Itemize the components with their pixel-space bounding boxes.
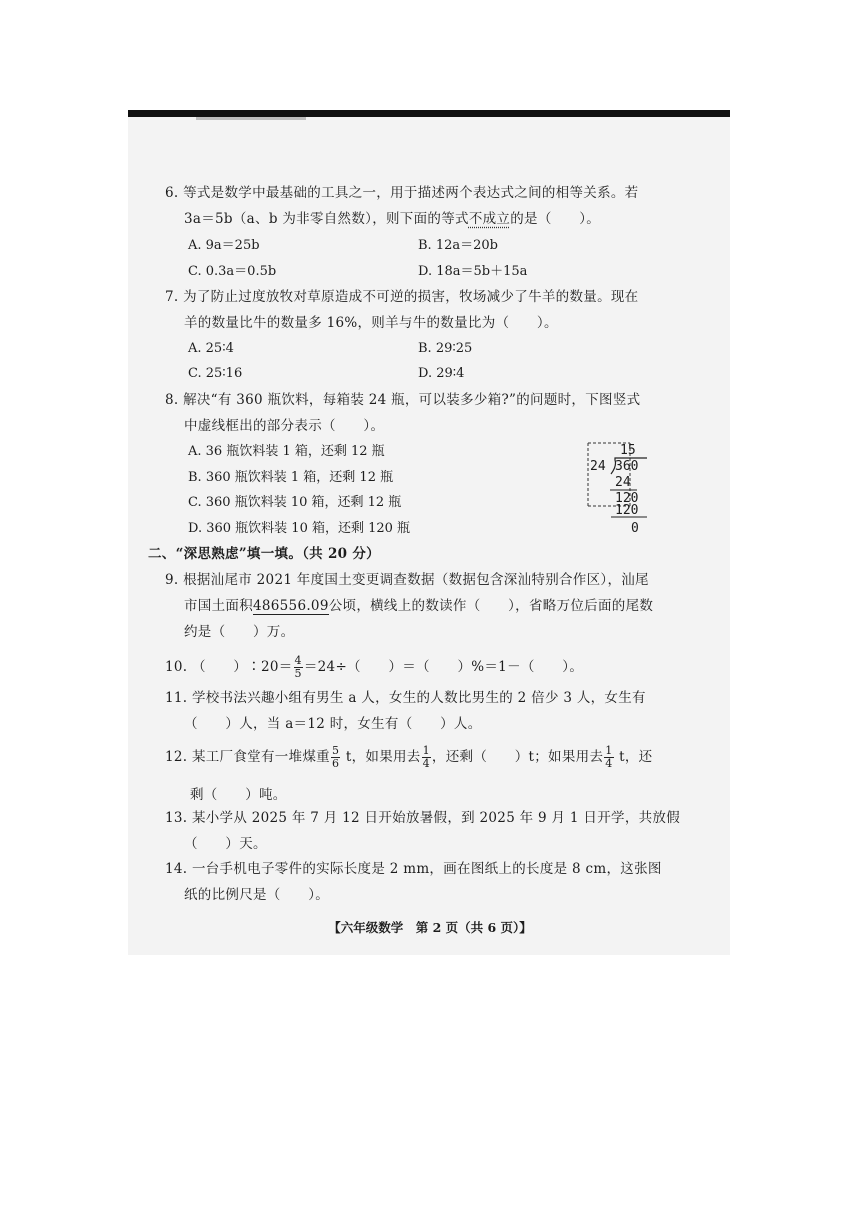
q6-stem-line2: 3a＝5b（a、b 为非零自然数），则下面的等式不成立的是（ ）。 bbox=[184, 211, 601, 227]
q8-stem-line2: 中虚线框出的部分表示（ ）。 bbox=[184, 418, 385, 434]
division-quotient: 15 bbox=[620, 443, 636, 458]
scan-mark bbox=[196, 117, 306, 120]
q6-option-c[interactable]: C. 0.3a＝0.5b bbox=[188, 264, 277, 279]
division-divisor: 24 bbox=[590, 459, 606, 474]
division-remainder1: 120 bbox=[615, 491, 639, 506]
division-remainder2: 0 bbox=[631, 521, 639, 536]
q6-stem-line1: 6. 等式是数学中最基础的工具之一，用于描述两个表达式之间的相等关系。若 bbox=[165, 185, 639, 201]
division-step1: 24 bbox=[615, 475, 631, 490]
q7-option-a[interactable]: A. 25∶4 bbox=[188, 341, 234, 356]
q13-stem-line2: （ ）天。 bbox=[184, 836, 267, 852]
q10-fraction: $\frac{4}{5}$ bbox=[294, 654, 302, 680]
q6-emphasis: 不成立 bbox=[468, 211, 511, 227]
q8-option-a[interactable]: A. 36 瓶饮料装 1 箱，还剩 12 瓶 bbox=[188, 444, 385, 459]
q7-stem-line2: 羊的数量比牛的数量多 16%，则羊与牛的数量比为（ ）。 bbox=[184, 315, 558, 331]
q7-option-d[interactable]: D. 29∶4 bbox=[418, 366, 465, 381]
top-border-bar bbox=[128, 110, 730, 117]
q9-underlined-number: 486556.09 bbox=[253, 598, 329, 614]
q6-option-d[interactable]: D. 18a＝5b＋15a bbox=[418, 264, 528, 279]
q13-stem-line1: 13. 某小学从 2025 年 7 月 12 日开始放暑假，到 2025 年 9 月 1 日开学，共放假 bbox=[165, 810, 681, 826]
q10-stem: 10. （ ）∶20＝ $\frac{4}{5}$ ＝24÷（ ）＝（ ）%＝1－（ ）。 bbox=[165, 654, 584, 680]
q9-stem-line1: 9. 根据汕尾市 2021 年度国土变更调查数据（数据包含深汕特别合作区），汕尾 bbox=[165, 572, 649, 588]
q7-option-c[interactable]: C. 25∶16 bbox=[188, 366, 243, 381]
page-footer: 【六年级数学 第 2 页（共 6 页）】 bbox=[328, 920, 532, 935]
q7-stem-line1: 7. 为了防止过度放牧对草原造成不可逆的损害，牧场减少了牛羊的数量。现在 bbox=[165, 289, 639, 305]
q14-stem-line1: 14. 一台手机电子零件的实际长度是 2 mm，画在图纸上的长度是 8 cm，这张图 bbox=[165, 861, 662, 877]
q8-option-b[interactable]: B. 360 瓶饮料装 1 箱，还剩 12 瓶 bbox=[188, 470, 394, 485]
q12-stem-line2: 剩（ ）吨。 bbox=[190, 787, 287, 803]
q8-option-c[interactable]: C. 360 瓶饮料装 10 箱，还剩 12 瓶 bbox=[188, 495, 402, 510]
section2-title: 二、“深思熟虑”填一填。（共 20 分） bbox=[148, 546, 380, 562]
q9-stem-line3: 约是（ ）万。 bbox=[184, 624, 295, 640]
long-division-figure bbox=[587, 442, 649, 540]
division-step2: 120 bbox=[615, 503, 639, 518]
q11-stem-line1: 11. 学校书法兴趣小组有男生 a 人，女生的人数比男生的 2 倍少 3 人，女生有 bbox=[165, 690, 646, 706]
q8-stem-line1: 8. 解决“有 360 瓶饮料，每箱装 24 瓶，可以装多少箱?”的问题时，下图竖式 bbox=[165, 392, 641, 408]
q6-option-b[interactable]: B. 12a＝20b bbox=[418, 238, 498, 253]
division-dividend: 360 bbox=[615, 459, 639, 474]
q12-fraction-2: $\frac{1}{4}$ bbox=[422, 744, 430, 770]
q12-stem-line1: 12. 某工厂食堂有一堆煤重 $\frac{5}{6}$ t，如果用去 $\frac{1}{4}$ ，还剩（ ）t；如果用去 $\frac{1}{4}$ t，还 bbox=[165, 744, 653, 770]
q8-option-d[interactable]: D. 360 瓶饮料装 10 箱，还剩 120 瓶 bbox=[188, 521, 411, 536]
q12-fraction-3: $\frac{1}{4}$ bbox=[605, 744, 613, 770]
q11-stem-line2: （ ）人，当 a＝12 时，女生有（ ）人。 bbox=[184, 716, 482, 732]
q12-fraction-1: $\frac{5}{6}$ bbox=[331, 744, 340, 770]
q9-stem-line2: 市国土面积486556.09公顷，横线上的数读作（ ），省略万位后面的尾数 bbox=[184, 598, 654, 614]
q7-option-b[interactable]: B. 29∶25 bbox=[418, 341, 473, 356]
q14-stem-line2: 纸的比例尺是（ ）。 bbox=[184, 887, 330, 903]
q6-option-a[interactable]: A. 9a＝25b bbox=[188, 238, 260, 253]
